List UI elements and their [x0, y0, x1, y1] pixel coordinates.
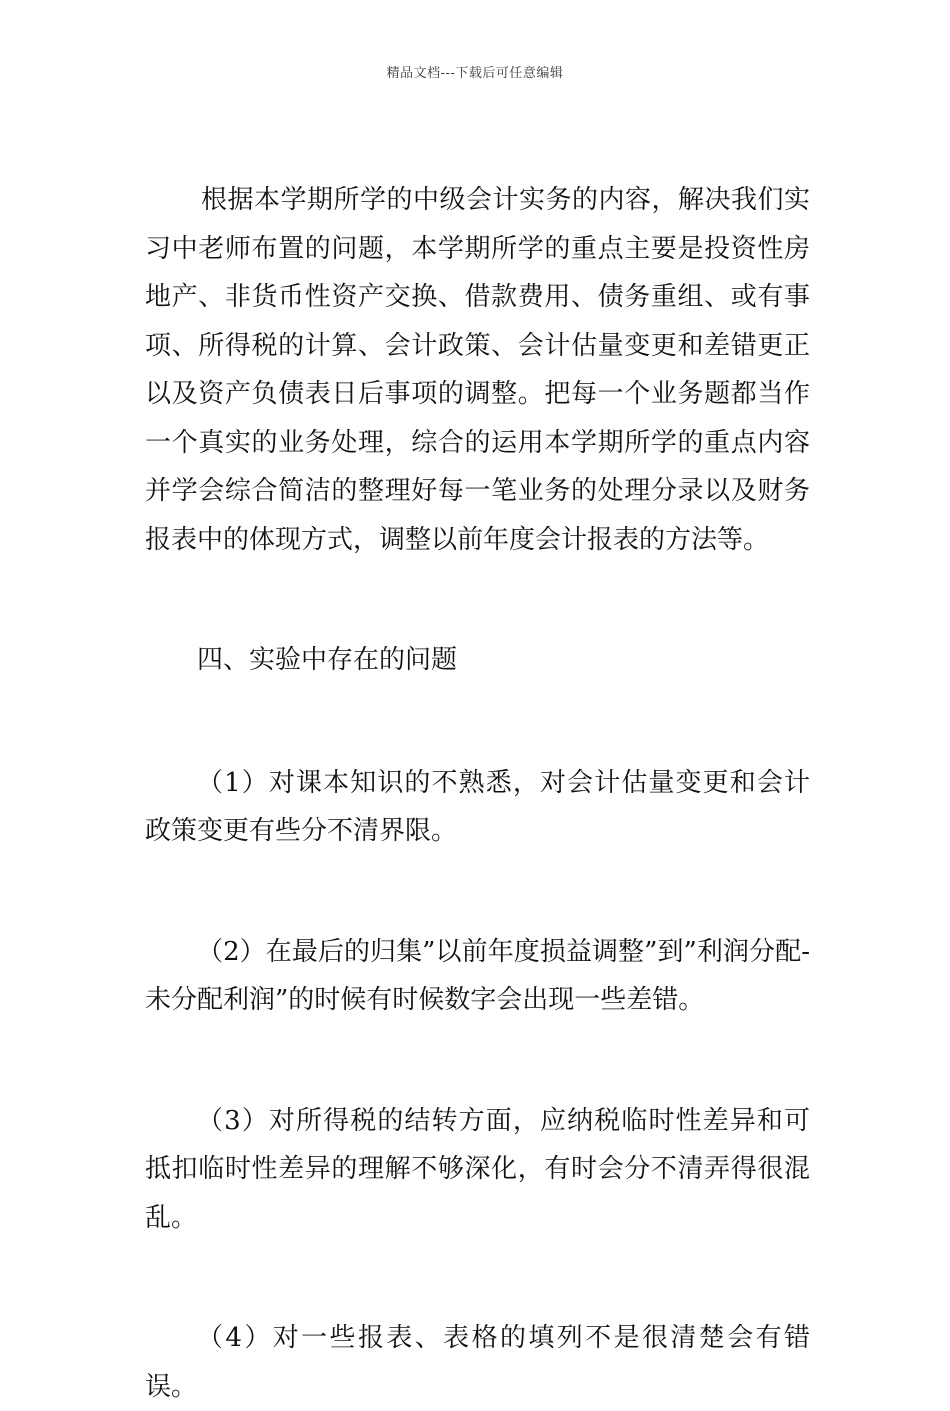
intro-paragraph: 根据本学期所学的中级会计实务的内容，解决我们实习中老师布置的问题，本学期所学的重点主要是投资性房地产、非货币性资产交换、借款费用、债务重组、或有事项、所得税的计算、会计政策、会计估量变更和差错更正以及资产负债表日后事项的调整。把每一个业务题都当作一个真实的业务处理，综合的运用本学期所学的重点内容并学会综合简洁的整理好每一笔业务的处理分录以及财务报表中的体现方式，调整以前年度会计报表的方法等。: [145, 185, 810, 555]
document-body: [145, 176, 810, 1411]
issue-item-1: （1）对课本知识的不熟悉，对会计估量变更和会计政策变更有些分不清界限。: [145, 767, 810, 846]
issue-item-3: （3）对所得税的结转方面，应纳税临时性差异和可抵扣临时性差异的理解不够深化，有时会分不清弄得很混乱。: [145, 1105, 810, 1233]
issue-item-2: （2）在最后的归集”以前年度损益调整”到”利润分配-未分配利润”的时候有时候数字会出现一些差错。: [145, 936, 810, 1015]
issue-item-4: （4）对一些报表、表格的填列不是很清楚会有错误。: [145, 1323, 810, 1402]
section-heading: 四、实验中存在的问题: [197, 645, 458, 675]
header-note: 精品文档---下载后可任意编辑: [386, 66, 564, 81]
